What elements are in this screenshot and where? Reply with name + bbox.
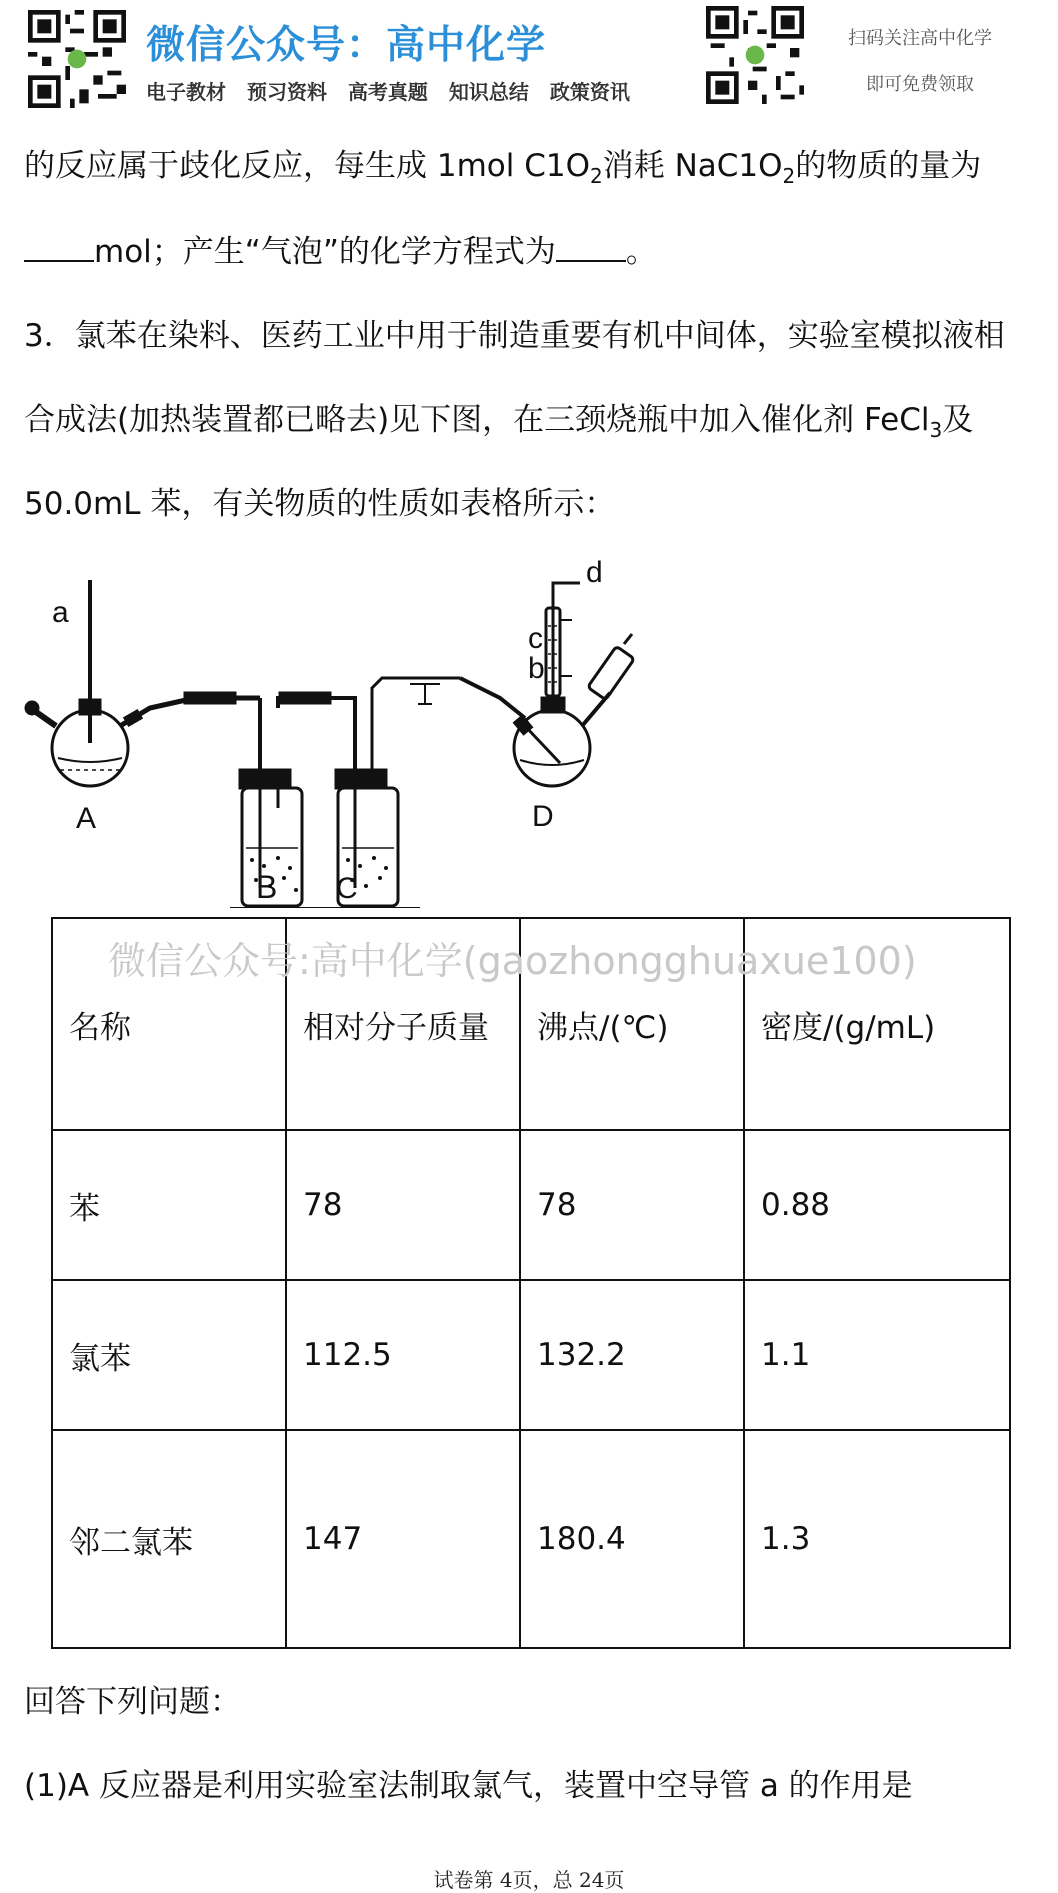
header-tag: 电子教材 xyxy=(146,80,226,104)
table-cell: 78 xyxy=(286,1130,520,1280)
table-cell: 0.88 xyxy=(744,1130,1010,1280)
text-segment: mol；产生“气泡”的化学方程式为 xyxy=(94,234,556,270)
label-a: a xyxy=(52,596,69,629)
text-line-3: 3．氯苯在染料、医药工业中用于制造重要有机中间体，实验室模拟液相 xyxy=(24,318,1005,354)
text-segment: 。 xyxy=(625,234,657,270)
label-A: A xyxy=(76,802,97,835)
header-tag: 高考真题 xyxy=(347,80,428,104)
qr-code-icon xyxy=(706,6,804,104)
label-b: b xyxy=(528,652,545,685)
table-header-cell: 相对分子质量 xyxy=(286,918,520,1130)
text-segment: 的物质的量为 xyxy=(795,148,982,184)
text-segment: 及 xyxy=(942,402,974,438)
text-line-1 xyxy=(24,140,981,188)
table-cell: 苯 xyxy=(52,1130,286,1280)
properties-table xyxy=(51,917,1011,1649)
answer-blank xyxy=(556,259,626,262)
header-tags xyxy=(146,76,644,105)
page-footer: 试卷第 4页，总 24页 xyxy=(433,1868,625,1892)
header-tag: 知识总结 xyxy=(448,80,529,104)
text-segment: 消耗 NaC1O xyxy=(602,148,783,184)
table-cell: 180.4 xyxy=(520,1430,744,1648)
table-header-cell: 沸点/(℃) xyxy=(520,918,744,1130)
label-c: c xyxy=(528,622,543,655)
text-segment: 合成法(加热装置都已略去)见下图，在三颈烧瓶中加入催化剂 FeCl xyxy=(24,402,930,438)
table-row xyxy=(52,1280,1010,1430)
text-line-4 xyxy=(24,394,973,442)
table-cell: 氯苯 xyxy=(52,1280,286,1430)
qr-code-right xyxy=(706,6,804,104)
qr-code-left xyxy=(28,10,126,108)
table-cell: 1.3 xyxy=(744,1430,1010,1648)
table-row xyxy=(52,1430,1010,1648)
text-line-2 xyxy=(24,226,657,271)
answer-intro: 回答下列问题： xyxy=(24,1684,241,1720)
subscript: 2 xyxy=(589,164,603,189)
subscript: 3 xyxy=(929,418,943,443)
watermark: 微信公众号:高中化学(gaozhongghuaxue100) xyxy=(108,939,917,983)
table-cell: 132.2 xyxy=(520,1280,744,1430)
header-tag: 政策资讯 xyxy=(549,80,630,104)
table-cell: 112.5 xyxy=(286,1280,520,1430)
question-1: (1)A 反应器是利用实验室法制取氯气，装置中空导管 a 的作用是 xyxy=(24,1768,913,1804)
qr-code-icon xyxy=(28,10,126,108)
table-header-cell: 名称 xyxy=(52,918,286,1130)
table-cell: 78 xyxy=(520,1130,744,1280)
text-segment: 的反应属于歧化反应，每生成 1mol C1O xyxy=(24,148,590,184)
table-cell: 147 xyxy=(286,1430,520,1648)
side-note-line1: 扫码关注高中化学 xyxy=(848,28,992,49)
header-tag: 预习资料 xyxy=(246,80,327,104)
table-cell: 邻二氯苯 xyxy=(52,1430,286,1648)
side-note-line2: 即可免费领取 xyxy=(866,74,974,95)
table-row xyxy=(52,1130,1010,1280)
label-D: D xyxy=(532,800,554,833)
table-cell: 1.1 xyxy=(744,1280,1010,1430)
table-header-cell: 密度/(g/mL) xyxy=(744,918,1010,1130)
answer-blank xyxy=(24,259,94,262)
apparatus-figure xyxy=(20,548,660,908)
header-title: 微信公众号：高中化学 xyxy=(146,23,547,68)
subscript: 2 xyxy=(782,164,796,189)
label-C: C xyxy=(336,872,358,905)
label-d: d xyxy=(586,556,603,589)
text-line-5: 50.0mL 苯，有关物质的性质如表格所示： xyxy=(24,486,616,522)
label-B: B xyxy=(256,869,278,905)
